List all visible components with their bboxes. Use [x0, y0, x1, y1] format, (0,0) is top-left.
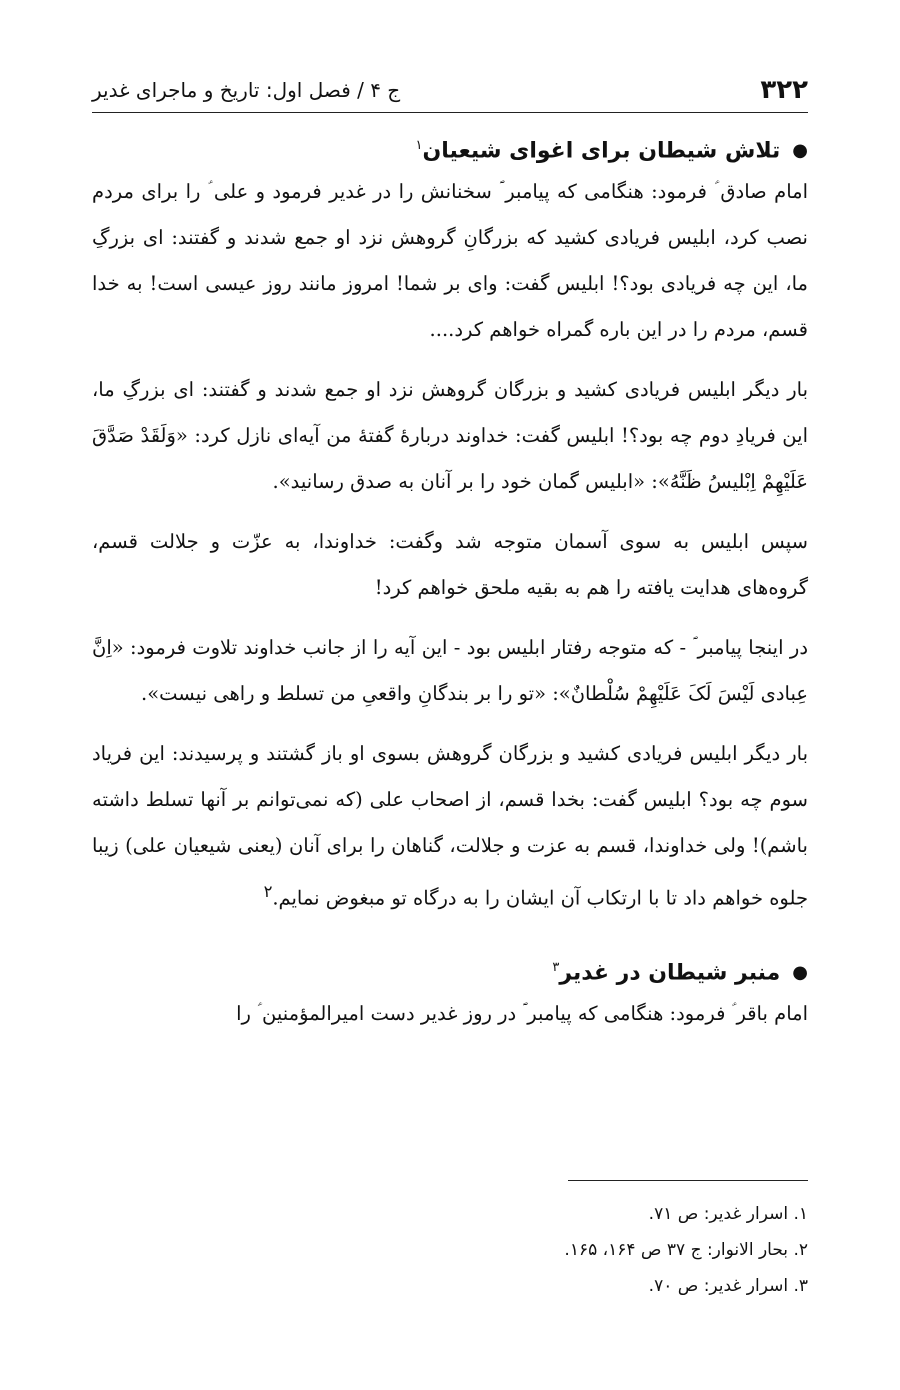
footnote-ref-3: ۳ — [552, 959, 560, 975]
bullet-icon: ● — [792, 140, 808, 162]
paragraph — [92, 731, 808, 922]
section-heading-1 — [92, 138, 808, 163]
footnote-ref-2: ۲ — [263, 882, 273, 902]
paragraph: سپس ابلیس به سوی آسمان متوجه شد وگفت: خداوندا، به عزّت و جلالت قسم، گروه‌های هدایت یافته را هم به بقیه ملحق خواهم کرد! — [92, 530, 808, 600]
footnotes — [564, 1196, 808, 1304]
paragraph: بار دیگر ابلیس فریادی کشید و بزرگان گروهش نزد او جمع شدند و گفتند: ای بزرگِ ما، این فریادِ دوم چه بود؟! ابلیس گفت: خداوند دربارۀ گفتۀ من آیه‌ای نازل کرد: «وَلَقَدْ صَدَّقَ عَلَیْهِمْ اِبْلیسُ ظَنَّهُ»: «ابلیس گمان خود را بر آنان به صدق رسانید». — [92, 378, 808, 494]
paragraph-text: بار دیگر ابلیس فریادی کشید و بزرگان گروهش بسوی او باز گشتند و پرسیدند: این فریاد سوم چه بود؟ ابلیس گفت: بخدا قسم، از اصحاب علی (که نمی‌توانم بر آنها تسلط داشته باشم)! ولی خداوندا، قسم به عزت و جلالت، گناهان را برای آنان (یعنی شیعیان علی) زیبا جلوه خواهم داد تا با ارتکاب آن ایشان را به درگاه تو مبغوض نمایم. — [92, 742, 808, 910]
footnote-item: ۳. اسرار غدیر: ص ۷۰. — [648, 1276, 808, 1296]
footnote-divider — [568, 1180, 808, 1181]
paragraph: امام صادق ؑ فرمود: هنگامی که پیامبر ؐ سخنانش را در غدیر فرمود و علی ؑ را برای مردم نصب کرد، ابلیس فریادی کشید که بزرگانِ گروهش نزد او جمع شدند و گفتند: ای بزرگِ ما، این چه فریادی بود؟! ابلیس گفت: وای بر شما! امروز مانند روز عیسی است! به خدا قسم، مردم را در این باره گمراه خواهم کرد.... — [92, 180, 808, 342]
running-head: ج ۴ / فصل اول: تاریخ و ماجرای غدیر — [92, 78, 401, 102]
footnote-item: ۱. اسرار غدیر: ص ۷۱. — [648, 1204, 808, 1224]
paragraph: امام باقر ؑ فرمود: هنگامی که پیامبر ؐ در روز غدیر دست امیرالمؤمنین ؑ را — [236, 1002, 808, 1026]
footnote-ref-1: ۱ — [415, 138, 423, 153]
page-body — [92, 138, 808, 1051]
page-number: ۳۲۲ — [760, 75, 808, 105]
footnote-item: ۲. بحار الانوار: ج ۳۷ ص ۱۶۴، ۱۶۵. — [564, 1240, 808, 1260]
section-title-2: منبر شیطان در غدیر — [559, 960, 781, 986]
paragraph: در اینجا پیامبر ؐ - که متوجه رفتار ابلیس بود - این آیه را از جانب خداوند تلاوت فرمود: «اِنَّ عِبادی لَیْسَ لَکَ عَلَیْهِمْ سُلْطانٌ»: «تو را بر بندگانِ واقعیِ من تسلط و راهی نیست». — [92, 636, 808, 706]
page-header — [92, 68, 808, 113]
section-heading-2 — [92, 960, 808, 985]
bullet-icon: ● — [792, 961, 808, 983]
section-title-1: تلاش شیطان برای اغوای شیعیان — [422, 138, 781, 164]
